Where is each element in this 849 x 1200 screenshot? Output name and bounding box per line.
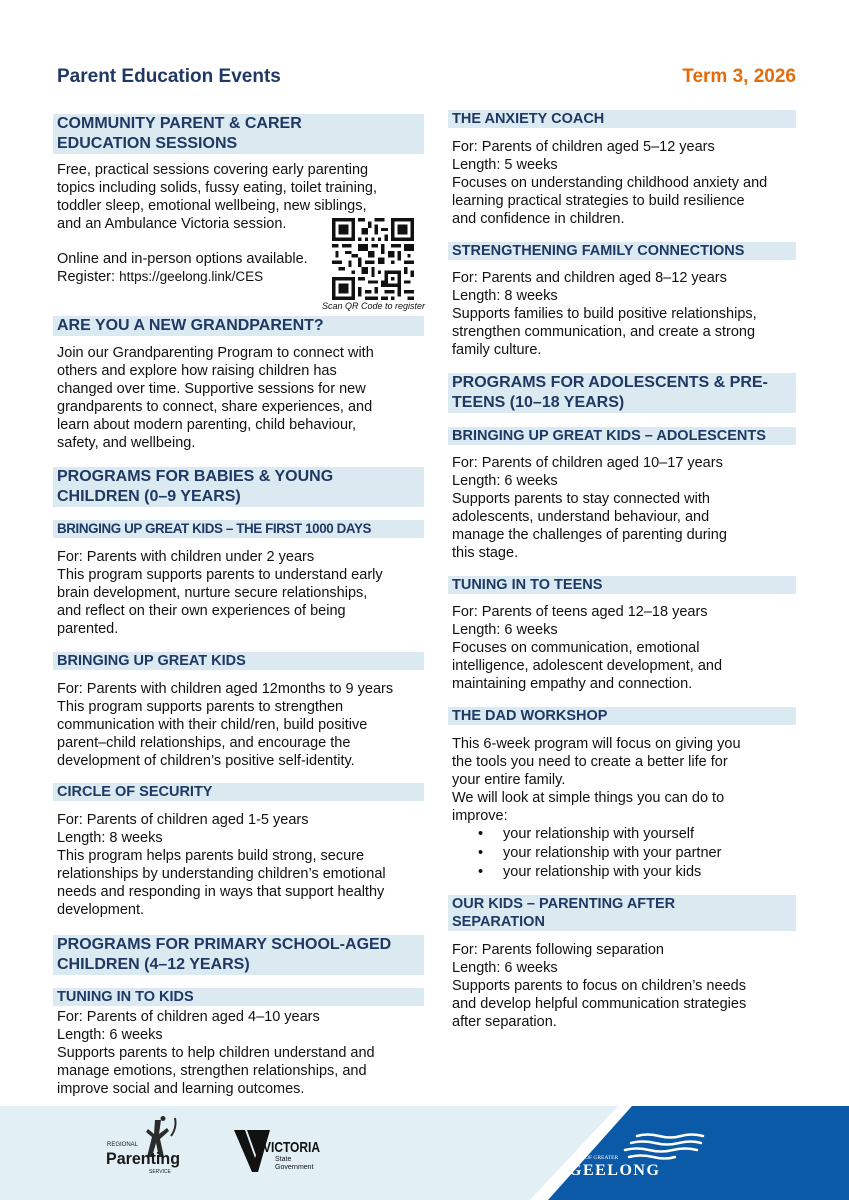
bugka-body: For: Parents of children aged 10–17 years Length: 6 weeks Supports parents to stay connected with adolescents, understand behaviour, and manage the challenges of parenting during this stage. [452, 455, 727, 561]
list-item: • your relationship with yourself [448, 825, 796, 844]
svg-text:Government: Government [275, 1164, 314, 1171]
community-body: Free, practical sessions covering early parenting topics including solids, fussy eating, toilet training, toddler sleep, emotional wellbeing, new siblings, and an Ambulance Victoria session. [57, 162, 377, 232]
grandparent-heading: ARE YOU A NEW GRANDPARENT? [53, 316, 424, 336]
svg-text:Parenting: Parenting [106, 1149, 180, 1168]
sfc-body: For: Parents and children aged 8–12 years Length: 8 weeks Supports families to build positive relationships, strengthen communication, and create a strong family culture. [452, 270, 757, 358]
primary-heading: PROGRAMS FOR PRIMARY SCHOOL-AGED CHILDREN (4–12 YEARS) [53, 935, 424, 975]
svg-text:VICTORIA: VICTORIA [263, 1139, 321, 1156]
register-link[interactable]: https://geelong.link/CES [119, 269, 264, 284]
dad-body: This 6-week program will focus on giving you the tools you need to create a better life for your entire family. We will look at simple things you can do to improve: [452, 736, 741, 824]
bugka-heading: BRINGING UP GREAT KIDS – ADOLESCENTS [448, 427, 796, 445]
list-item: • your relationship with your kids [448, 863, 796, 882]
ourkids-body: For: Parents following separation Length: 6 weeks Supports parents to focus on children’s needs and develop helpful communication strategies after separation. [452, 942, 747, 1030]
tik-heading: TUNING IN TO KIDS [53, 988, 424, 1006]
community-heading: COMMUNITY PARENT & CARER EDUCATION SESSIONS [53, 114, 424, 154]
term-label: Term 3, 2026 [682, 66, 796, 87]
bugk-body: For: Parents with children aged 12months to 9 years This program supports parents to strengthen communication with their child/ren, build positive parent–child relationships, and encourage the development of children’s positive self-identity. [57, 681, 394, 769]
regional-parenting-service-logo [105, 1116, 187, 1178]
sfc-heading: STRENGTHENING FAMILY CONNECTIONS [448, 242, 796, 260]
victoria-state-government-logo [233, 1128, 323, 1174]
tik-body: For: Parents of children aged 4–10 years Length: 6 weeks Supports parents to help children understand and manage emotions, strengthen relationships, and improve social and learning outcomes. [57, 1009, 375, 1097]
community-register: Online and in-person options available. Register: https://geelong.link/CES [57, 251, 308, 285]
svg-text:SERVICE: SERVICE [149, 1169, 171, 1175]
bugk-heading: BRINGING UP GREAT KIDS [53, 652, 424, 670]
cos-heading: CIRCLE OF SECURITY [53, 783, 424, 801]
babies-heading: PROGRAMS FOR BABIES & YOUNG CHILDREN (0–9 YEARS) [53, 467, 424, 507]
bugk1000-body: For: Parents with children under 2 years This program supports parents to understand early brain development, nurture secure relationships, and reflect on their own experiences of being parented. [57, 549, 383, 637]
svg-text:GEELONG: GEELONG [569, 1162, 661, 1179]
svg-text:REGIONAL: REGIONAL [107, 1142, 139, 1148]
tit-heading: TUNING IN TO TEENS [448, 576, 796, 594]
list-item: • your relationship with your partner [448, 844, 796, 863]
qr-code-icon[interactable] [332, 218, 414, 300]
anxiety-heading: THE ANXIETY COACH [448, 110, 796, 128]
ourkids-heading: OUR KIDS – PARENTING AFTER SEPARATION [448, 895, 796, 931]
adolescents-heading: PROGRAMS FOR ADOLESCENTS & PRE- TEENS (10–18 YEARS) [448, 373, 796, 413]
svg-text:CITY OF GREATER: CITY OF GREATER [571, 1155, 619, 1161]
city-of-greater-geelong-logo [565, 1130, 715, 1180]
bugk1000-heading: BRINGING UP GREAT KIDS – THE FIRST 1000 DAYS [53, 520, 424, 538]
anxiety-body: For: Parents of children aged 5–12 years Length: 5 weeks Focuses on understanding childhood anxiety and learning practical strategies to build resilience and confidence in children. [452, 139, 768, 227]
dad-bullet-list [448, 825, 796, 882]
page-title: Parent Education Events [57, 66, 281, 87]
cos-body: For: Parents of children aged 1-5 years Length: 8 weeks This program helps parents build strong, secure relationships by understanding children’s emotional needs and responding in ways that support healthy development. [57, 812, 386, 918]
grandparent-body: Join our Grandparenting Program to connect with others and explore how raising children has changed over time. Supportive sessions for new grandparents to connect, share experiences, and learn about modern parenting, child behaviour, safety, and wellbeing. [57, 345, 374, 451]
svg-text:State: State [275, 1156, 292, 1163]
tit-body: For: Parents of teens aged 12–18 years Length: 6 weeks Focuses on communication, emotional intelligence, adolescent development, and maintaining empathy and connection. [452, 604, 723, 692]
dad-heading: THE DAD WORKSHOP [448, 707, 796, 725]
qr-caption: Scan QR Code to register [322, 301, 426, 311]
